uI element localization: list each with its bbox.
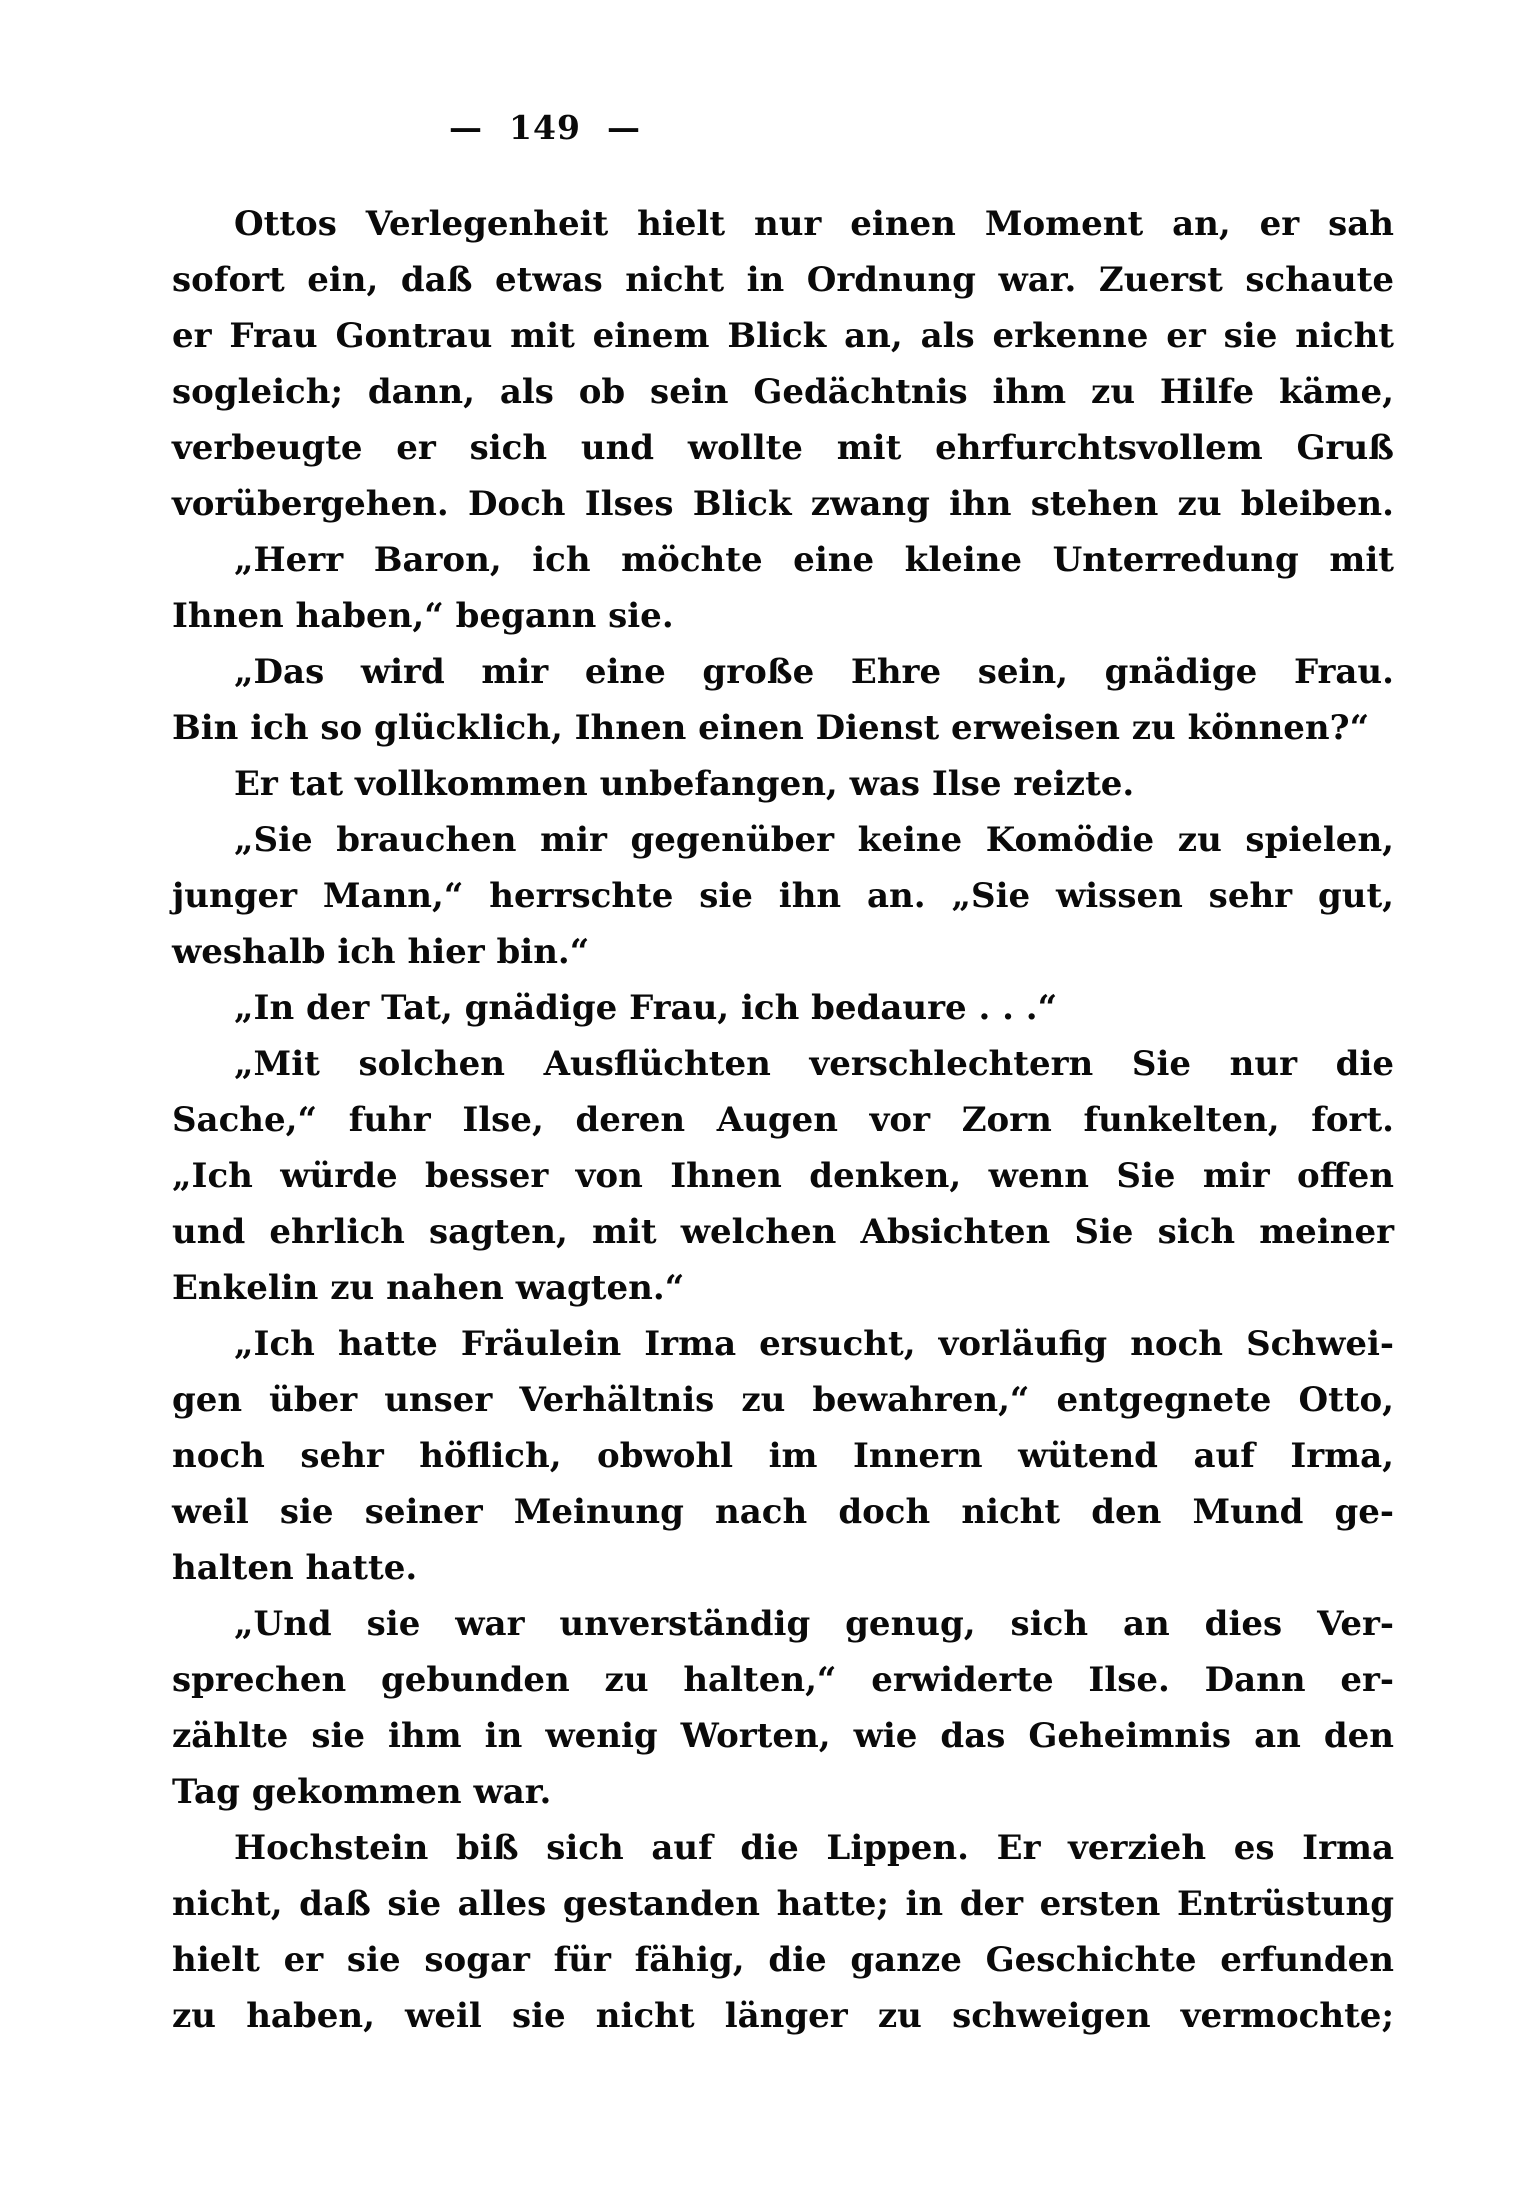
text-line: hielt er sie sogar für fähig, die ganze Geschichte erfunden (172, 1940, 1394, 1980)
text-line: „Mit solchen Ausflüchten verschlechtern Sie nur die (234, 1044, 1394, 1084)
text-line: sogleich; dann, als ob sein Gedächtnis ihm zu Hilfe käme, (172, 372, 1394, 412)
text-line: „Sie brauchen mir gegenüber keine Komödie zu spielen, (234, 820, 1394, 860)
text-line: Sache,“ fuhr Ilse, deren Augen vor Zorn funkelten, fort. (172, 1100, 1394, 1140)
text-line: Tag gekommen war. (172, 1772, 552, 1812)
text-line: weshalb ich hier bin.“ (172, 932, 590, 972)
body-text (172, 196, 1394, 2044)
text-line: „Ich hatte Fräulein Irma ersucht, vorläufig noch Schwei- (234, 1324, 1394, 1364)
text-line: gen über unser Verhältnis zu bewahren,“ entgegnete Otto, (172, 1380, 1394, 1420)
header-left-dash: — (449, 108, 484, 147)
text-line: Hochstein biß sich auf die Lippen. Er verzieh es Irma (234, 1828, 1394, 1868)
text-line: noch sehr höflich, obwohl im Innern wütend auf Irma, (172, 1436, 1394, 1476)
text-line: junger Mann,“ herrschte sie ihn an. „Sie wissen sehr gut, (172, 876, 1394, 916)
text-line: weil sie seiner Meinung nach doch nicht den Mund ge- (172, 1492, 1394, 1532)
text-line: er Frau Gontrau mit einem Blick an, als erkenne er sie nicht (172, 316, 1394, 356)
text-line: „Das wird mir eine große Ehre sein, gnädige Frau. (234, 652, 1394, 692)
text-line: „Und sie war unverständig genug, sich an dies Ver- (234, 1604, 1394, 1644)
text-line: halten hatte. (172, 1548, 418, 1588)
text-line: sprechen gebunden zu halten,“ erwiderte Ilse. Dann er- (172, 1660, 1394, 1700)
text-line: nicht, daß sie alles gestanden hatte; in der ersten Entrüstung (172, 1884, 1394, 1924)
text-line: „Herr Baron, ich möchte eine kleine Unterredung mit (234, 540, 1394, 580)
text-line: sofort ein, daß etwas nicht in Ordnung war. Zuerst schaute (172, 260, 1394, 300)
text-line: Enkelin zu nahen wagten.“ (172, 1268, 685, 1308)
text-line: Ottos Verlegenheit hielt nur einen Moment an, er sah (234, 204, 1394, 244)
text-line: verbeugte er sich und wollte mit ehrfurchtsvollem Gruß (172, 428, 1394, 468)
text-line: Ihnen haben,“ begann sie. (172, 596, 674, 636)
text-line: „Ich würde besser von Ihnen denken, wenn Sie mir offen (172, 1156, 1394, 1196)
header-right-dash: — (606, 108, 641, 147)
page-number: 149 (509, 108, 581, 147)
text-line: und ehrlich sagten, mit welchen Absichten Sie sich meiner (172, 1212, 1394, 1252)
text-line: vorübergehen. Doch Ilses Blick zwang ihn stehen zu bleiben. (172, 484, 1394, 524)
text-line: zu haben, weil sie nicht länger zu schweigen vermochte; (172, 1996, 1394, 2036)
text-line: „In der Tat, gnädige Frau, ich bedaure . . .“ (234, 988, 1058, 1028)
text-line: Er tat vollkommen unbefangen, was Ilse reizte. (234, 764, 1135, 804)
text-line: zählte sie ihm in wenig Worten, wie das Geheimnis an den (172, 1716, 1394, 1756)
page-number-header (170, 108, 920, 147)
text-line: Bin ich so glücklich, Ihnen einen Dienst erweisen zu können?“ (172, 708, 1370, 748)
